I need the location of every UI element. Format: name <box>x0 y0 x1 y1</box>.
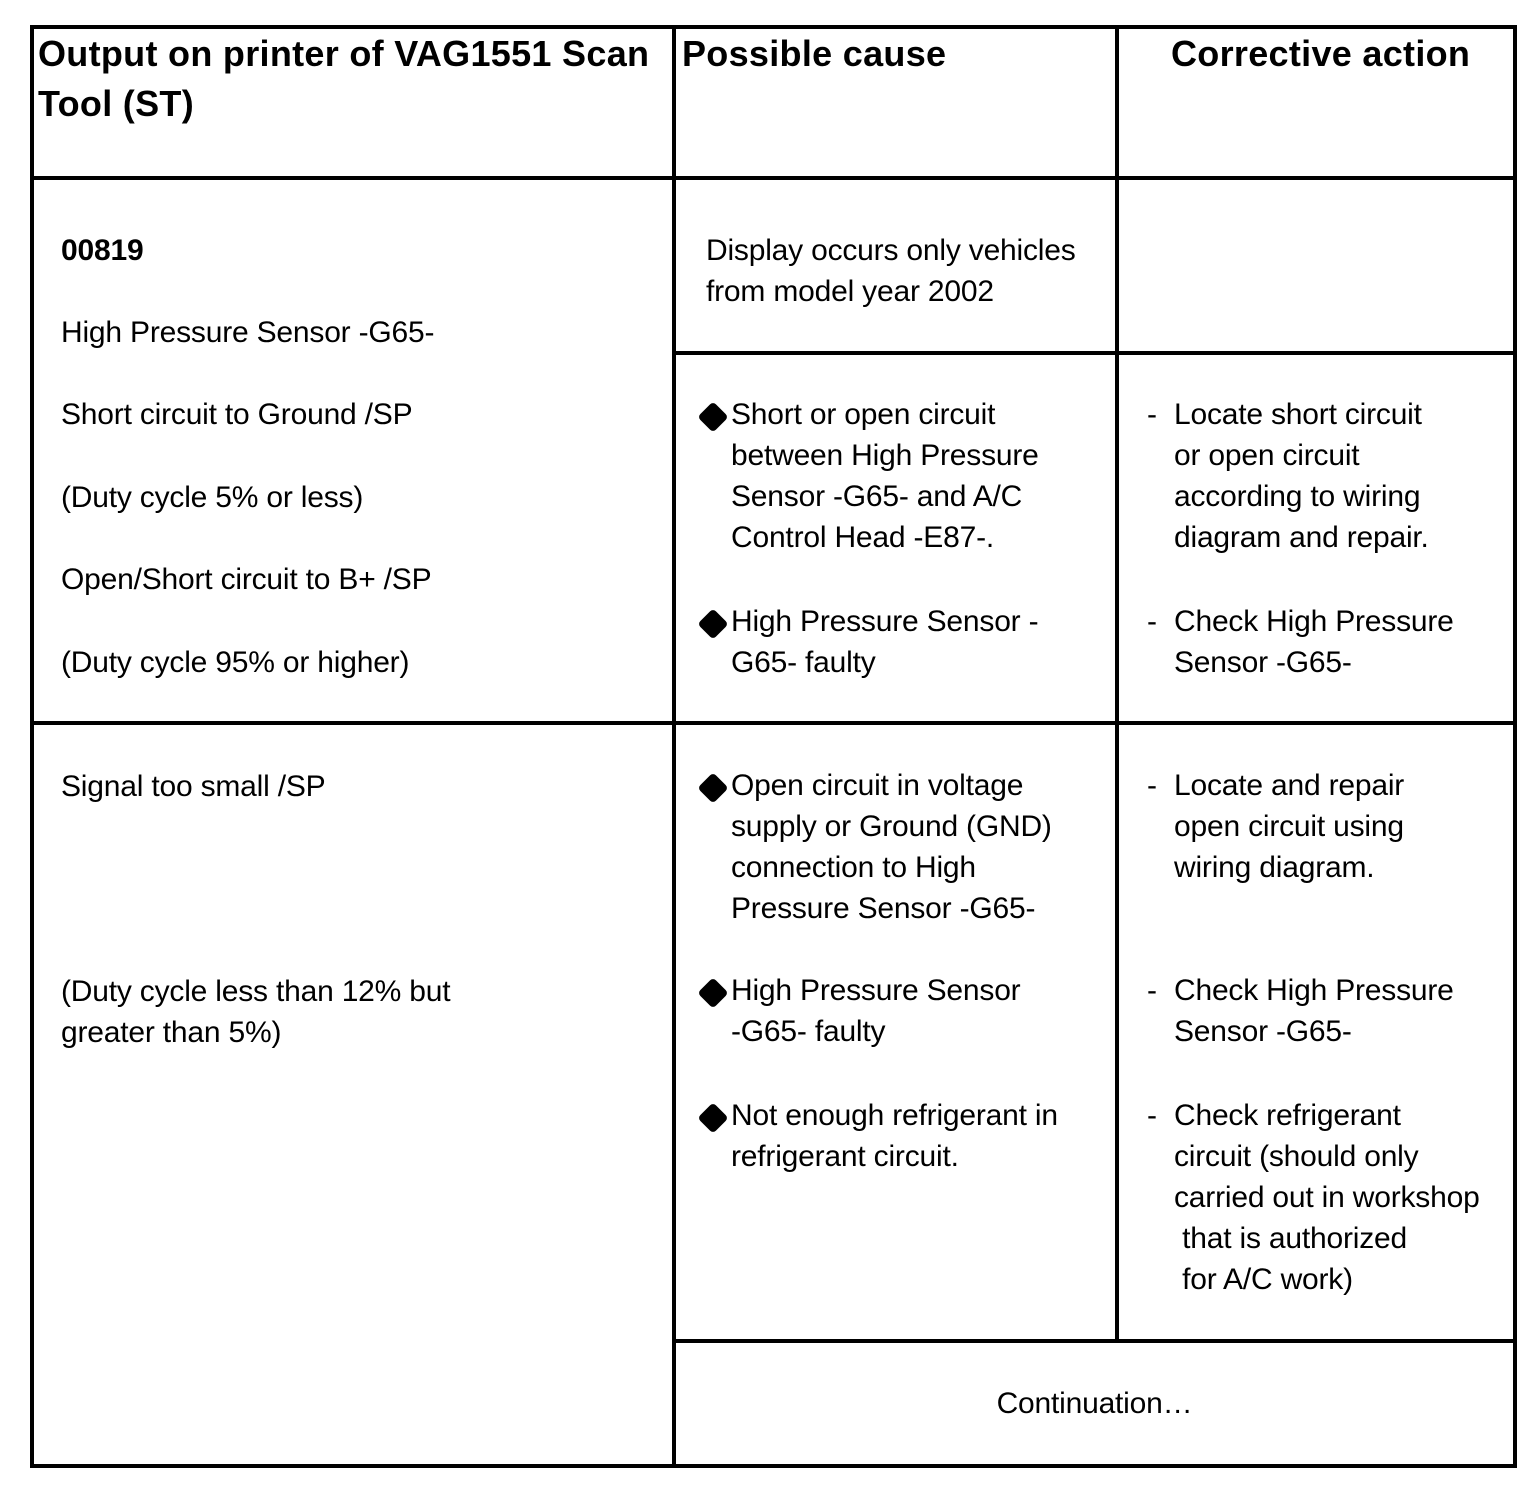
table-border-right <box>1513 25 1517 1468</box>
cause-sensor-faulty: High Pressure Sensor - G65- faulty <box>731 605 1039 679</box>
display-note: Display occurs only vehicles from model year 2002 <box>706 234 1076 308</box>
bullet-icon <box>697 772 728 803</box>
continuation-divider <box>672 1339 1517 1343</box>
action-check-sensor: Check High Pressure Sensor -G65- <box>1174 605 1454 679</box>
display-note-divider <box>672 351 1517 355</box>
cause-open-circuit-supply: Open circuit in voltage supply or Ground (GND) connection to High Pressure Sensor -G65- <box>731 769 1052 925</box>
action-locate-repair-open: Locate and repair open circuit using wiring diagram. <box>1174 769 1405 884</box>
bullet-icon <box>697 1102 728 1133</box>
column-divider-2 <box>1115 25 1119 1343</box>
header-possible-cause: Possible cause <box>682 33 947 74</box>
dash-marker: - <box>1147 605 1157 638</box>
dash-marker: - <box>1147 398 1157 431</box>
bullet-icon <box>697 608 728 639</box>
dash-marker: - <box>1147 1099 1157 1132</box>
table-border-left <box>30 25 34 1468</box>
table-border-bottom <box>30 1464 1517 1468</box>
dash-marker: - <box>1147 769 1157 802</box>
action-locate-short-open: Locate short circuit or open circuit according to wiring diagram and repair. <box>1174 398 1429 554</box>
fault-short-to-ground-note: (Duty cycle 5% or less) <box>61 481 364 514</box>
fault-open-short-to-bplus-note: (Duty cycle 95% or higher) <box>61 646 410 679</box>
fault-code: 00819 <box>61 234 144 267</box>
cause-low-refrigerant: Not enough refrigerant in refrigerant circuit. <box>731 1099 1058 1173</box>
component-name: High Pressure Sensor -G65- <box>61 316 435 349</box>
continuation-label: Continuation… <box>996 1387 1193 1420</box>
cause-short-open-circuit: Short or open circuit between High Pressure Sensor -G65- and A/C Control Head -E87-. <box>731 398 1039 554</box>
fault-open-short-to-bplus: Open/Short circuit to B+ /SP <box>61 563 432 596</box>
fault-signal-too-small: Signal too small /SP <box>61 770 326 803</box>
header-divider <box>30 176 1517 180</box>
column-divider-1 <box>672 25 676 1468</box>
diagnostic-table <box>30 25 1517 1468</box>
header-corrective-action: Corrective action <box>1171 33 1471 74</box>
fault-signal-too-small-note: (Duty cycle less than 12% but greater than 5%) <box>61 975 451 1049</box>
header-output: Output on printer of VAG1551 Scan Tool (ST) <box>38 33 650 124</box>
action-check-refrigerant: Check refrigerant circuit (should only carried out in workshop that is authorized for A/C work) <box>1174 1099 1480 1296</box>
row-divider <box>30 721 1517 725</box>
bullet-icon <box>697 401 728 432</box>
action-check-sensor-2: Check High Pressure Sensor -G65- <box>1174 974 1454 1048</box>
bullet-icon <box>697 977 728 1008</box>
fault-short-to-ground: Short circuit to Ground /SP <box>61 398 413 431</box>
cause-sensor-faulty-2: High Pressure Sensor -G65- faulty <box>731 974 1021 1048</box>
dash-marker: - <box>1147 974 1157 1007</box>
